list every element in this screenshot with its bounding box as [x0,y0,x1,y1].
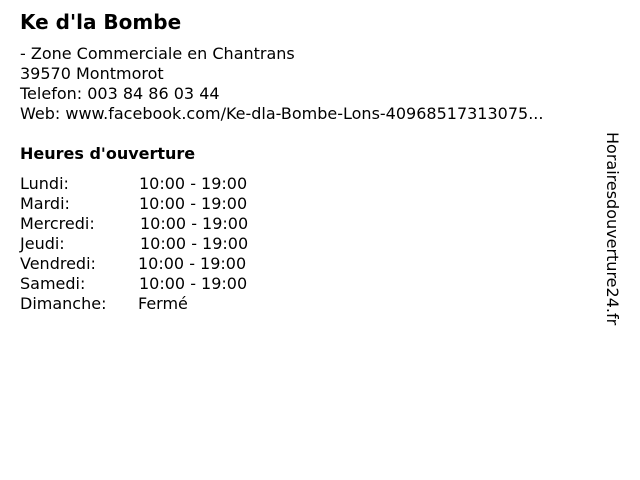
time-range: 10:00 - 19:00 [140,214,249,233]
address-street: - Zone Commerciale en Chantrans [20,44,295,63]
day-label: Lundi: [20,174,69,193]
site-watermark: Horairesdouverture24.fr [603,132,622,326]
phone-number: Telefon: 003 84 86 03 44 [20,84,220,103]
day-label: Mercredi: [20,214,95,233]
time-range: 10:00 - 19:00 [139,174,248,193]
day-label: Dimanche: [20,294,107,313]
time-range: 10:00 - 19:00 [139,274,248,293]
opening-hours-heading: Heures d'ouverture [20,144,196,163]
address-city: 39570 Montmorot [20,64,164,83]
day-label: Samedi: [20,274,86,293]
day-label: Mardi: [20,194,70,213]
business-name: Ke d'la Bombe [20,10,182,34]
time-range: Fermé [138,294,188,313]
time-range: 10:00 - 19:00 [138,254,247,273]
website-link[interactable]: Web: www.facebook.com/Ke-dla-Bombe-Lons-40968517313075... [20,104,544,123]
day-label: Jeudi: [20,234,65,253]
time-range: 10:00 - 19:00 [139,194,248,213]
contact-info [20,44,543,124]
time-range: 10:00 - 19:00 [140,234,249,253]
day-label: Vendredi: [20,254,96,273]
